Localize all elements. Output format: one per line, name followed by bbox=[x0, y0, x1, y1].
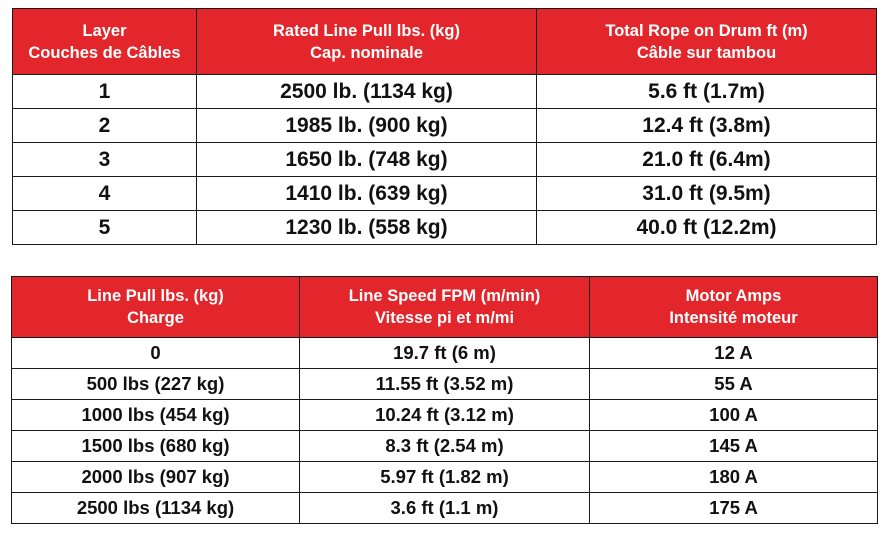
cell-line-speed: 5.97 ft (1.82 m) bbox=[300, 462, 590, 493]
cell-layer: 4 bbox=[13, 177, 197, 211]
table-header-row bbox=[13, 9, 877, 75]
cell-motor-amps: 55 A bbox=[590, 369, 878, 400]
cell-rope: 5.6 ft (1.7m) bbox=[537, 75, 877, 109]
header-line-speed bbox=[300, 277, 590, 338]
table-row bbox=[12, 400, 878, 431]
header-line: Vitesse pi et m/mi bbox=[374, 309, 515, 327]
cell-layer: 2 bbox=[13, 109, 197, 143]
header-line: Total Rope on Drum ft (m) bbox=[605, 21, 808, 40]
table-row bbox=[13, 177, 877, 211]
table-row bbox=[13, 143, 877, 177]
header-line: Line Speed FPM (m/min) bbox=[348, 287, 541, 305]
cell-line-pull: 1000 lbs (454 kg) bbox=[12, 400, 300, 431]
cell-line-pull: 2500 lbs (1134 kg) bbox=[12, 493, 300, 524]
header-motor-amps bbox=[590, 277, 878, 338]
cell-motor-amps: 175 A bbox=[590, 493, 878, 524]
table-row bbox=[13, 109, 877, 143]
header-line: Couches de Câbles bbox=[28, 43, 181, 62]
cell-line-speed: 19.7 ft (6 m) bbox=[300, 338, 590, 369]
cell-rope: 31.0 ft (9.5m) bbox=[537, 177, 877, 211]
cell-line-speed: 11.55 ft (3.52 m) bbox=[300, 369, 590, 400]
cell-line-pull: 1985 lb. (900 kg) bbox=[197, 109, 537, 143]
layer-pull-table bbox=[12, 8, 877, 245]
table-row bbox=[13, 211, 877, 245]
header-line: Line Pull lbs. (kg) bbox=[87, 287, 224, 305]
cell-motor-amps: 100 A bbox=[590, 400, 878, 431]
cell-motor-amps: 145 A bbox=[590, 431, 878, 462]
header-line: Charge bbox=[127, 309, 184, 327]
cell-line-speed: 10.24 ft (3.12 m) bbox=[300, 400, 590, 431]
header-total-rope bbox=[537, 9, 877, 75]
table-row bbox=[12, 462, 878, 493]
cell-line-pull: 0 bbox=[12, 338, 300, 369]
header-line: Intensité moteur bbox=[669, 309, 798, 327]
header-line: Rated Line Pull lbs. (kg) bbox=[272, 21, 461, 40]
cell-line-pull: 1500 lbs (680 kg) bbox=[12, 431, 300, 462]
table-row bbox=[12, 493, 878, 524]
header-line: Motor Amps bbox=[685, 287, 782, 305]
header-line: Câble sur tambou bbox=[636, 43, 777, 62]
header-line: Layer bbox=[82, 21, 127, 40]
line-speed-table bbox=[11, 276, 878, 524]
cell-line-speed: 3.6 ft (1.1 m) bbox=[300, 493, 590, 524]
cell-layer: 3 bbox=[13, 143, 197, 177]
table-row bbox=[12, 369, 878, 400]
header-layer bbox=[13, 9, 197, 75]
cell-line-pull: 1650 lb. (748 kg) bbox=[197, 143, 537, 177]
cell-layer: 1 bbox=[13, 75, 197, 109]
cell-rope: 12.4 ft (3.8m) bbox=[537, 109, 877, 143]
cell-motor-amps: 180 A bbox=[590, 462, 878, 493]
table-row bbox=[12, 338, 878, 369]
table-header-row bbox=[12, 277, 878, 338]
cell-line-speed: 8.3 ft (2.54 m) bbox=[300, 431, 590, 462]
cell-line-pull: 1230 lb. (558 kg) bbox=[197, 211, 537, 245]
table-row bbox=[13, 75, 877, 109]
cell-motor-amps: 12 A bbox=[590, 338, 878, 369]
cell-line-pull: 1410 lb. (639 kg) bbox=[197, 177, 537, 211]
header-rated-line-pull bbox=[197, 9, 537, 75]
cell-line-pull: 2000 lbs (907 kg) bbox=[12, 462, 300, 493]
cell-rope: 40.0 ft (12.2m) bbox=[537, 211, 877, 245]
cell-rope: 21.0 ft (6.4m) bbox=[537, 143, 877, 177]
header-line-pull bbox=[12, 277, 300, 338]
table-row bbox=[12, 431, 878, 462]
cell-line-pull: 2500 lb. (1134 kg) bbox=[197, 75, 537, 109]
header-line: Cap. nominale bbox=[310, 43, 423, 62]
cell-line-pull: 500 lbs (227 kg) bbox=[12, 369, 300, 400]
cell-layer: 5 bbox=[13, 211, 197, 245]
